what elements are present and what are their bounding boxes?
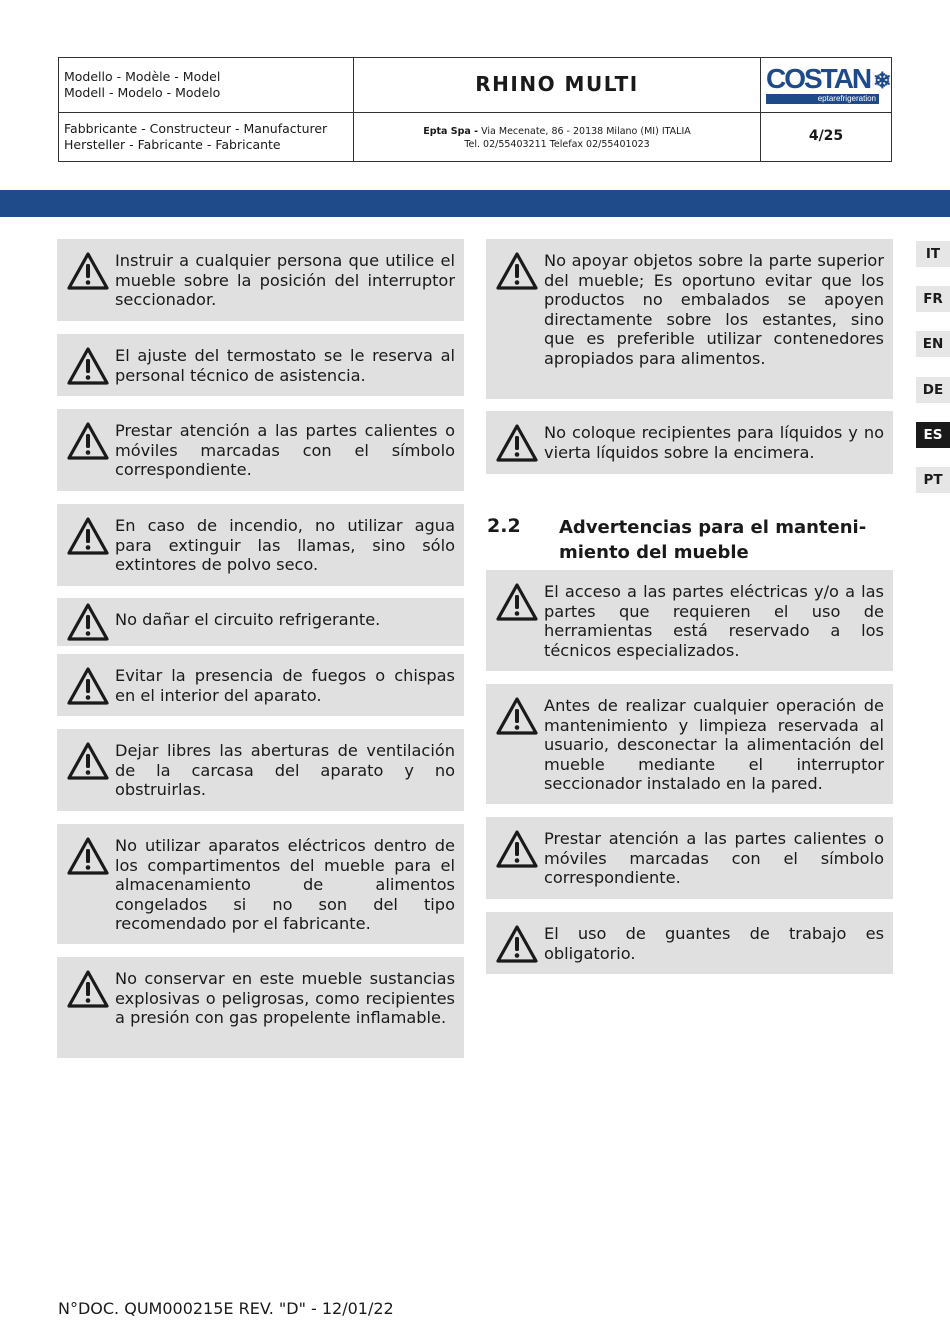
warning-triangle-icon bbox=[66, 969, 110, 1009]
header-band bbox=[0, 190, 950, 217]
document-header bbox=[58, 57, 892, 162]
warning-box bbox=[57, 504, 464, 586]
warning-box bbox=[486, 817, 893, 899]
warning-text: El acceso a las partes eléctricas y/o a las partes que requieren el uso de herramientas está reservado a los técnicos especializados. bbox=[544, 582, 884, 660]
warning-text: El ajuste del termostato se le reserva al personal técnico de asistencia. bbox=[115, 346, 455, 385]
warning-triangle-icon bbox=[66, 516, 110, 556]
warning-triangle-icon bbox=[66, 666, 110, 706]
warning-text: Prestar atención a las partes calientes o móviles marcadas con el símbolo correspondiente. bbox=[115, 421, 455, 479]
warning-text: No apoyar objetos sobre la parte superior del mueble; Es oportuno evitar que los productos no embalados se apoyen directamente sobre los estantes, sino que es preferible utilizar contenedores apropiados para alimentos. bbox=[544, 251, 884, 368]
lang-tab-fr[interactable]: FR bbox=[916, 286, 950, 312]
warning-triangle-icon bbox=[495, 423, 539, 463]
warning-box bbox=[486, 912, 893, 974]
warning-triangle-icon bbox=[495, 829, 539, 869]
warning-box bbox=[486, 411, 893, 474]
warning-box bbox=[57, 598, 464, 646]
model-label: Modello - Modèle - Model Modell - Modelo - Modelo bbox=[64, 69, 221, 100]
warning-triangle-icon bbox=[495, 924, 539, 964]
warning-text: Antes de realizar cualquier operación de mantenimiento y limpieza reservada al usuario, desconectar la alimentación del mueble mediante el interruptor seccionador instalado en la pared. bbox=[544, 696, 884, 793]
warning-box bbox=[486, 684, 893, 804]
warning-text: No dañar el circuito refrigerante. bbox=[115, 610, 381, 629]
warning-box bbox=[57, 654, 464, 716]
manufacturer-address: Epta Spa - Via Mecenate, 86 - 20138 Milano (MI) ITALIA Tel. 02/55403211 Telefax 02/55401023 bbox=[423, 126, 691, 150]
warning-triangle-icon bbox=[66, 602, 110, 642]
warning-box bbox=[57, 334, 464, 396]
warning-text: Prestar atención a las partes calientes o móviles marcadas con el símbolo correspondiente. bbox=[544, 829, 884, 887]
warning-triangle-icon bbox=[66, 346, 110, 386]
warning-box bbox=[57, 409, 464, 491]
costan-logo: COSTAN ❄ eptarefrigeration bbox=[766, 63, 892, 103]
warning-triangle-icon bbox=[66, 421, 110, 461]
warning-triangle-icon bbox=[66, 251, 110, 291]
lang-tab-es[interactable]: ES bbox=[916, 422, 950, 448]
warning-text: No conservar en este mueble sustancias explosivas o peligrosas, como recipientes a presión con gas propelente inflamable. bbox=[115, 969, 455, 1027]
warning-text: Evitar la presencia de fuegos o chispas en el interior del aparato. bbox=[115, 666, 455, 705]
warning-text: En caso de incendio, no utilizar agua para extinguir las llamas, sino sólo extintores de polvo seco. bbox=[115, 516, 455, 574]
lang-tab-it[interactable]: IT bbox=[916, 241, 950, 267]
manufacturer-label: Fabbricante - Constructeur - Manufacturer Hersteller - Fabricante - Fabricante bbox=[64, 121, 328, 152]
warning-box bbox=[57, 824, 464, 944]
warning-box bbox=[486, 239, 893, 399]
warning-triangle-icon bbox=[495, 696, 539, 736]
warning-triangle-icon bbox=[66, 836, 110, 876]
warning-text: No utilizar aparatos eléctricos dentro de los compartimentos del mueble para el almacenamiento de alimentos congelados si no son del tipo recomendado por el fabricante. bbox=[115, 836, 455, 933]
model-name: RHINO MULTI bbox=[475, 72, 639, 96]
warning-box bbox=[57, 239, 464, 321]
snowflake-icon: ❄ bbox=[873, 68, 892, 93]
section-number: 2.2 bbox=[487, 515, 521, 537]
warning-triangle-icon bbox=[495, 582, 539, 622]
lang-tab-de[interactable]: DE bbox=[916, 377, 950, 403]
warning-text: No coloque recipientes para líquidos y no vierta líquidos sobre la encimera. bbox=[544, 423, 884, 462]
warning-triangle-icon bbox=[495, 251, 539, 291]
section-title: Advertencias para el manteni- miento del mueble bbox=[559, 517, 867, 563]
page-number: 4/25 bbox=[808, 128, 844, 144]
warning-text: El uso de guantes de trabajo es obligatorio. bbox=[544, 924, 884, 963]
document-number: N°DOC. QUM000215E REV. "D" - 12/01/22 bbox=[58, 1299, 394, 1318]
warning-box bbox=[57, 957, 464, 1058]
warning-triangle-icon bbox=[66, 741, 110, 781]
lang-tab-pt[interactable]: PT bbox=[916, 467, 950, 493]
warning-box bbox=[486, 570, 893, 671]
warning-text: Instruir a cualquier persona que utilice el mueble sobre la posición del interruptor seccionador. bbox=[115, 251, 455, 309]
warning-text: Dejar libres las aberturas de ventilación de la carcasa del aparato y no obstruirlas. bbox=[115, 741, 455, 799]
warning-box bbox=[57, 729, 464, 811]
lang-tab-en[interactable]: EN bbox=[916, 331, 950, 357]
